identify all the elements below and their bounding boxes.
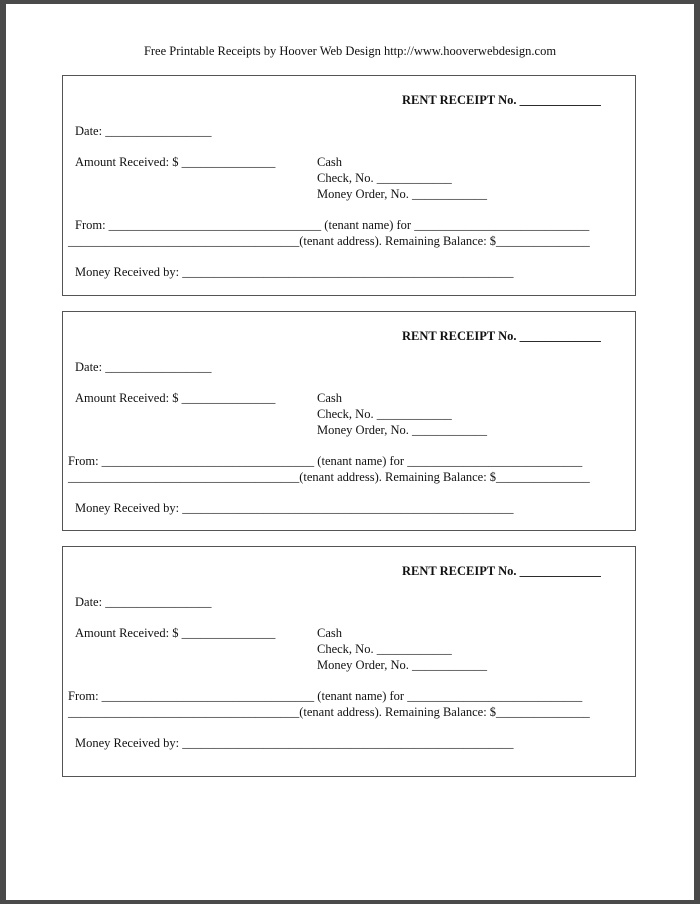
from-tenant-field[interactable]: From: __________________________________ (tenant name) for ____________________________ — [68, 689, 583, 703]
from-tenant-field[interactable]: From: __________________________________ (tenant name) for ____________________________ — [68, 454, 583, 468]
amount-received-field[interactable]: Amount Received: $ _______________ — [75, 626, 276, 640]
rent-receipt-2 — [62, 311, 636, 531]
check-number-field[interactable]: Check, No. ____________ — [317, 171, 452, 185]
tenant-address-field[interactable]: _____________________________________(tenant address). Remaining Balance: $_______________ — [68, 705, 590, 719]
cash-option[interactable]: Cash — [317, 391, 342, 405]
money-order-field[interactable]: Money Order, No. ____________ — [317, 658, 487, 672]
rent-receipt-3 — [62, 546, 636, 777]
money-received-by-field[interactable]: Money Received by: _____________________________________________________ — [75, 736, 514, 750]
cash-option[interactable]: Cash — [317, 626, 342, 640]
money-order-field[interactable]: Money Order, No. ____________ — [317, 187, 487, 201]
check-number-field[interactable]: Check, No. ____________ — [317, 407, 452, 421]
tenant-address-field[interactable]: _____________________________________(tenant address). Remaining Balance: $_______________ — [68, 234, 590, 248]
from-tenant-field[interactable]: From: __________________________________ (tenant name) for ____________________________ — [75, 218, 590, 232]
money-order-field[interactable]: Money Order, No. ____________ — [317, 423, 487, 437]
amount-received-field[interactable]: Amount Received: $ _______________ — [75, 155, 276, 169]
money-received-by-field[interactable]: Money Received by: _____________________________________________________ — [75, 265, 514, 279]
receipt-title: RENT RECEIPT No. _____________ — [402, 93, 601, 107]
tenant-address-field[interactable]: _____________________________________(tenant address). Remaining Balance: $_______________ — [68, 470, 590, 484]
cash-option[interactable]: Cash — [317, 155, 342, 169]
amount-received-field[interactable]: Amount Received: $ _______________ — [75, 391, 276, 405]
check-number-field[interactable]: Check, No. ____________ — [317, 642, 452, 656]
date-field[interactable]: Date: _________________ — [75, 124, 212, 138]
money-received-by-field[interactable]: Money Received by: _____________________________________________________ — [75, 501, 514, 515]
receipt-title: RENT RECEIPT No. _____________ — [402, 329, 601, 343]
receipt-title: RENT RECEIPT No. _____________ — [402, 564, 601, 578]
date-field[interactable]: Date: _________________ — [75, 360, 212, 374]
rent-receipt-1 — [62, 75, 636, 296]
page-header: Free Printable Receipts by Hoover Web Design http://www.hooverwebdesign.com — [143, 44, 557, 58]
date-field[interactable]: Date: _________________ — [75, 595, 212, 609]
